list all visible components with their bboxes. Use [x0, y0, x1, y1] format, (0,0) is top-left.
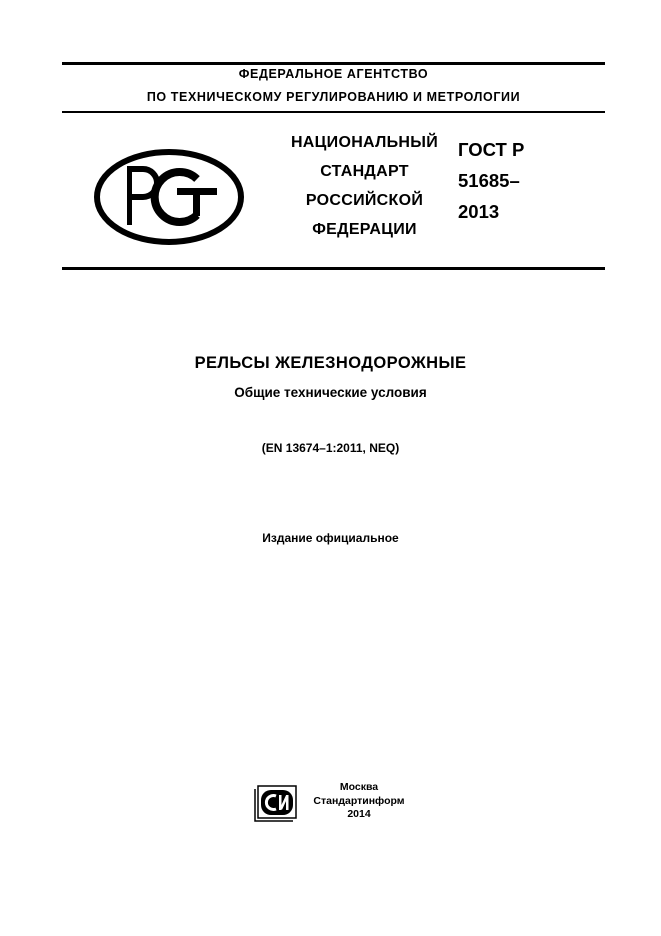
standard-code-line-2: 51685– — [458, 170, 520, 191]
publisher-name: Стандартинформ — [313, 794, 405, 807]
standard-code-line-1: ГОСТ Р — [458, 139, 525, 160]
header-rule — [62, 111, 605, 113]
standartinform-mark-icon — [252, 782, 298, 822]
standard-type-line-1: НАЦИОНАЛЬНЫЙ — [290, 134, 439, 151]
standard-type-line-2: СТАНДАРТ — [320, 163, 409, 180]
equivalence-note: (EN 13674–1:2011, NEQ) — [261, 441, 400, 455]
publisher-info — [304, 781, 414, 822]
agency-line-1: ФЕДЕРАЛЬНОЕ АГЕНТСТВО — [238, 67, 429, 81]
standard-type — [272, 128, 457, 244]
standard-code — [458, 134, 524, 227]
standard-code-line-3: 2013 — [458, 201, 500, 222]
standard-type-line-3: РОССИЙСКОЙ — [305, 192, 424, 209]
document-title: РЕЛЬСЫ ЖЕЛЕЗНОДОРОЖНЫЕ — [194, 354, 467, 372]
agency-line-2: ПО ТЕХНИЧЕСКОМУ РЕГУЛИРОВАНИЮ И МЕТРОЛОГИИ — [146, 90, 521, 104]
standard-type-line-4: ФЕДЕРАЦИИ — [312, 221, 417, 238]
bottom-header-rule — [62, 267, 605, 270]
document-subtitle: Общие технические условия — [234, 385, 427, 400]
publisher-year: 2014 — [347, 808, 371, 820]
edition-label: Издание официальное — [262, 531, 399, 545]
top-rule — [62, 62, 605, 65]
rst-conformity-mark-icon — [93, 148, 245, 246]
publisher-city: Москва — [339, 781, 379, 793]
